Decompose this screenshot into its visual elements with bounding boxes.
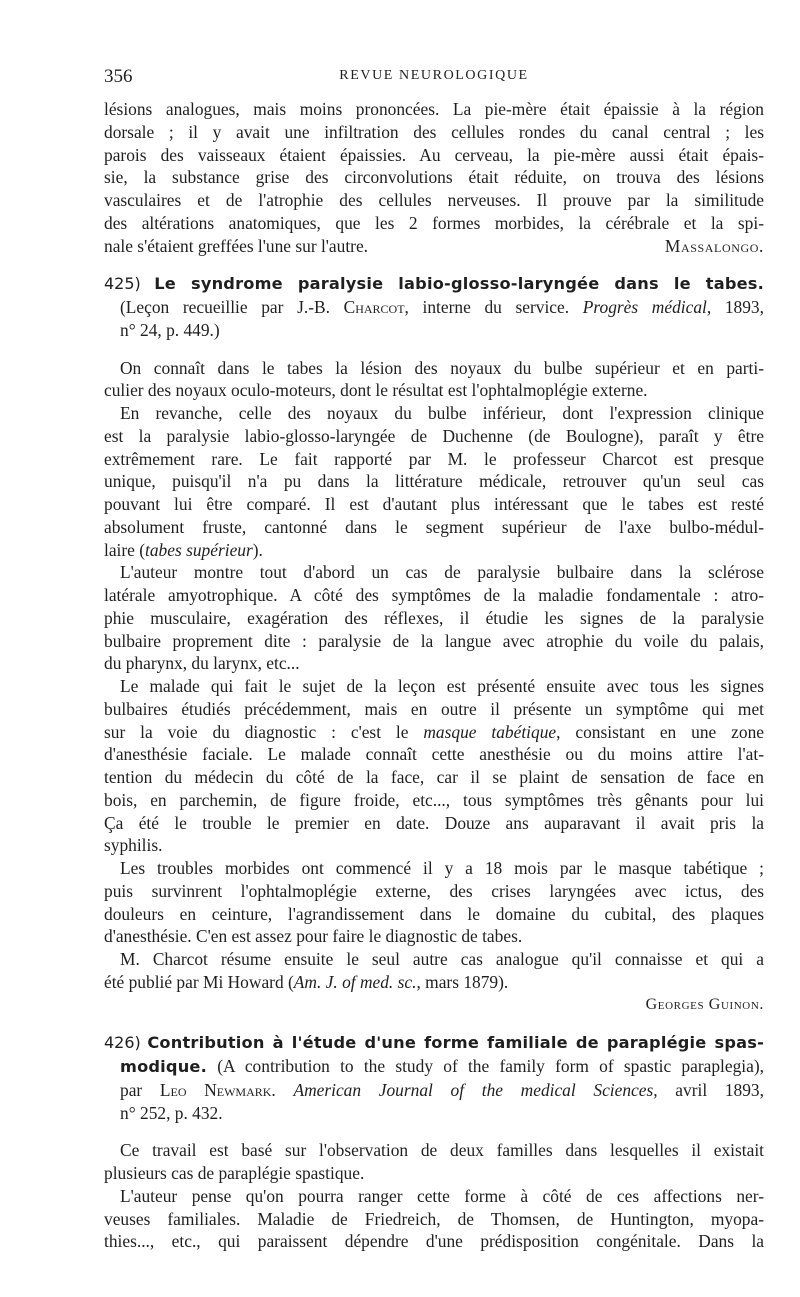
text-line: L'auteur pense qu'on pourra ranger cette forme à côté de ces affections ner- — [120, 1185, 764, 1206]
article-reference — [104, 1079, 764, 1102]
article-reference — [104, 1055, 764, 1079]
article-number: 425) — [104, 274, 141, 294]
reference-journal: Progrès médical — [582, 297, 707, 317]
reference-issue: n° 24, p. 449.) — [120, 319, 220, 340]
text-line: lésions analogues, mais moins prononcées. La pie-mère était épaissie à la région — [104, 99, 764, 119]
author-signature: Massalongo. — [664, 235, 764, 256]
text-line: des altérations anatomiques, que les 2 formes morbides, la cérébrale et la spi- — [104, 212, 764, 233]
text-line: tention du médecin du côté de la face, car il se plaint de sensation de face en — [104, 767, 764, 787]
text-line: Le malade qui fait le sujet de la leçon est présenté ensuite avec tous les signes — [120, 676, 764, 696]
line-text: ). — [252, 539, 263, 560]
text-line: latérale amyotrophique. A côté des symptômes de la maladie fondamentale : atro- — [104, 585, 764, 605]
text-line: Ça été le trouble le premier en date. Douze ans auparavant il avait pris la — [104, 812, 764, 833]
running-title: REVUE NEUROLOGIQUE — [339, 68, 529, 83]
reference-text: , 1893, — [706, 297, 764, 317]
article-title-line — [104, 1031, 764, 1055]
italic-term: Am. J. of med. sc. — [293, 971, 417, 992]
article-title: Le syndrome paralysie labio-glosso-laryngée dans le tabes. — [154, 274, 764, 294]
text-line: d'anesthésie faciale. Le malade connaît cette anesthésie ou du moins attire l'at- — [104, 744, 764, 765]
text-line: parois des vaisseaux étaient épaissies. Au cerveau, la pie-mère aussi était épais- — [104, 144, 764, 165]
text-line — [104, 539, 764, 562]
line-text: , consistant en une zone — [556, 721, 764, 742]
line-text: nale s'étaient greffées l'une sur l'autre. — [104, 235, 369, 256]
reference-author: Leo Newmark — [159, 1079, 272, 1100]
text-line — [104, 235, 764, 258]
reference-author: Charcot — [343, 297, 405, 317]
article-title: Contribution à l'étude d'une forme familiale de paraplégie spas- — [147, 1033, 764, 1053]
italic-term: tabes supérieur — [145, 539, 253, 560]
text-line: unique, puisqu'il n'a pu dans la littérature médicale, retrouver qu'un seul cas — [104, 471, 764, 492]
article-title-line — [104, 272, 764, 296]
text-line: plusieurs cas de paraplégie spastique. — [104, 1163, 365, 1183]
article-reference — [104, 296, 764, 319]
text-line: En revanche, celle des noyaux du bulbe inférieur, dont l'expression clinique — [120, 403, 764, 423]
line-text: , mars 1879). — [416, 971, 509, 992]
text-line: douleurs en ceinture, l'agrandissement dans le domaine du cubital, des plaques — [104, 903, 764, 924]
article-426-heading — [104, 1031, 764, 1124]
article-426-body — [104, 1139, 764, 1253]
reference-text: (Leçon recueillie par J.-B. — [120, 297, 344, 317]
article-number: 426) — [104, 1033, 141, 1053]
reference-text: . — [271, 1079, 294, 1100]
page-body — [104, 98, 764, 1253]
page-number: 356 — [104, 66, 133, 87]
text-line: d'anesthésie. C'en est assez pour faire le diagnostic de tabes. — [104, 926, 523, 947]
reference-text: avril 1893, — [657, 1079, 764, 1100]
text-line: absolument fruste, cantonné dans le segment supérieur de l'axe bulbo-médul- — [104, 516, 764, 537]
text-line: L'auteur montre tout d'abord un cas de paralysie bulbaire dans la sclérose — [120, 562, 764, 583]
text-line: pouvant lui être comparé. Il est d'autant plus intéressant que le tabes est resté — [104, 494, 764, 514]
text-line: dorsale ; il y avait une infiltration des cellules rondes du canal central ; les — [104, 121, 764, 142]
line-text: été publié par Mi Howard ( — [104, 971, 294, 992]
text-line: Les troubles morbides ont commencé il y a 18 mois par le masque tabétique ; — [120, 858, 764, 878]
text-line: bulbaires étudiés précédemment, mais en outre il présente un symptôme qui met — [104, 698, 764, 719]
text-line: M. Charcot résume ensuite le seul autre cas analogue qu'il connaisse et qui a — [120, 949, 764, 969]
article-title: modique. — [120, 1057, 207, 1076]
text-line: veuses familiales. Maladie de Friedreich, de Thomsen, de Huntington, myopa- — [104, 1208, 764, 1229]
text-line: Ce travail est basé sur l'observation de deux familles dans lesquelles il existait — [120, 1140, 764, 1161]
reference-issue: n° 252, p. 432. — [120, 1102, 223, 1123]
text-line: bulbaire proprement dite : paralysie de la langue avec atrophie du voile du palais, — [104, 630, 764, 651]
text-line: culier des noyaux oculo-moteurs, dont le résultat est l'ophtalmoplégie externe. — [104, 380, 648, 401]
text-line — [104, 721, 764, 744]
text-line: puis survinrent l'ophtalmoplégie externe, des crises laryngées avec ictus, des — [104, 880, 764, 901]
continuation-paragraph — [104, 98, 764, 257]
line-text: sur la voie du diagnostic : c'est le — [104, 721, 424, 742]
text-line: du pharynx, du larynx, etc... — [104, 653, 300, 674]
article-425-body — [104, 357, 764, 1017]
author-signature: Georges Guinon. — [645, 995, 764, 1013]
line-text: laire ( — [104, 539, 146, 560]
italic-term: masque tabétique — [423, 721, 557, 742]
reference-text: (A contribution to the study of the family form of spastic paraplegia), — [206, 1056, 764, 1076]
text-line: sie, la substance grise des circonvolutions était réduite, on trouva des lésions — [104, 167, 764, 188]
page-header — [104, 66, 764, 90]
text-line: vasculaires et de l'atrophie des cellules nerveuses. Il prouve par la similitude — [104, 190, 764, 210]
article-425-heading — [104, 272, 764, 341]
reference-text: , interne du service. — [404, 297, 583, 317]
text-line: syphilis. — [104, 835, 163, 856]
reference-text: par — [120, 1079, 160, 1100]
text-line: bois, en parchemin, de figure froide, etc..., tous symptômes très gênants pour lui — [104, 789, 764, 810]
text-line — [104, 971, 764, 994]
reference-journal: American Journal of the medical Sciences, — [293, 1079, 658, 1100]
text-line: phie musculaire, exagération des réflexes, il étudie les signes de la paralysie — [104, 607, 764, 628]
text-line: thies..., etc., qui paraissent dépendre d'une prédisposition congénitale. Dans la — [104, 1231, 764, 1252]
text-line: extrêmement rare. Le fait rapporté par M. le professeur Charcot est presque — [104, 448, 764, 469]
text-line: est la paralysie labio-glosso-laryngée de Duchenne (de Boulogne), paraît y être — [104, 425, 764, 446]
text-line: On connaît dans le tabes la lésion des noyaux du bulbe supérieur et en parti- — [120, 357, 764, 378]
